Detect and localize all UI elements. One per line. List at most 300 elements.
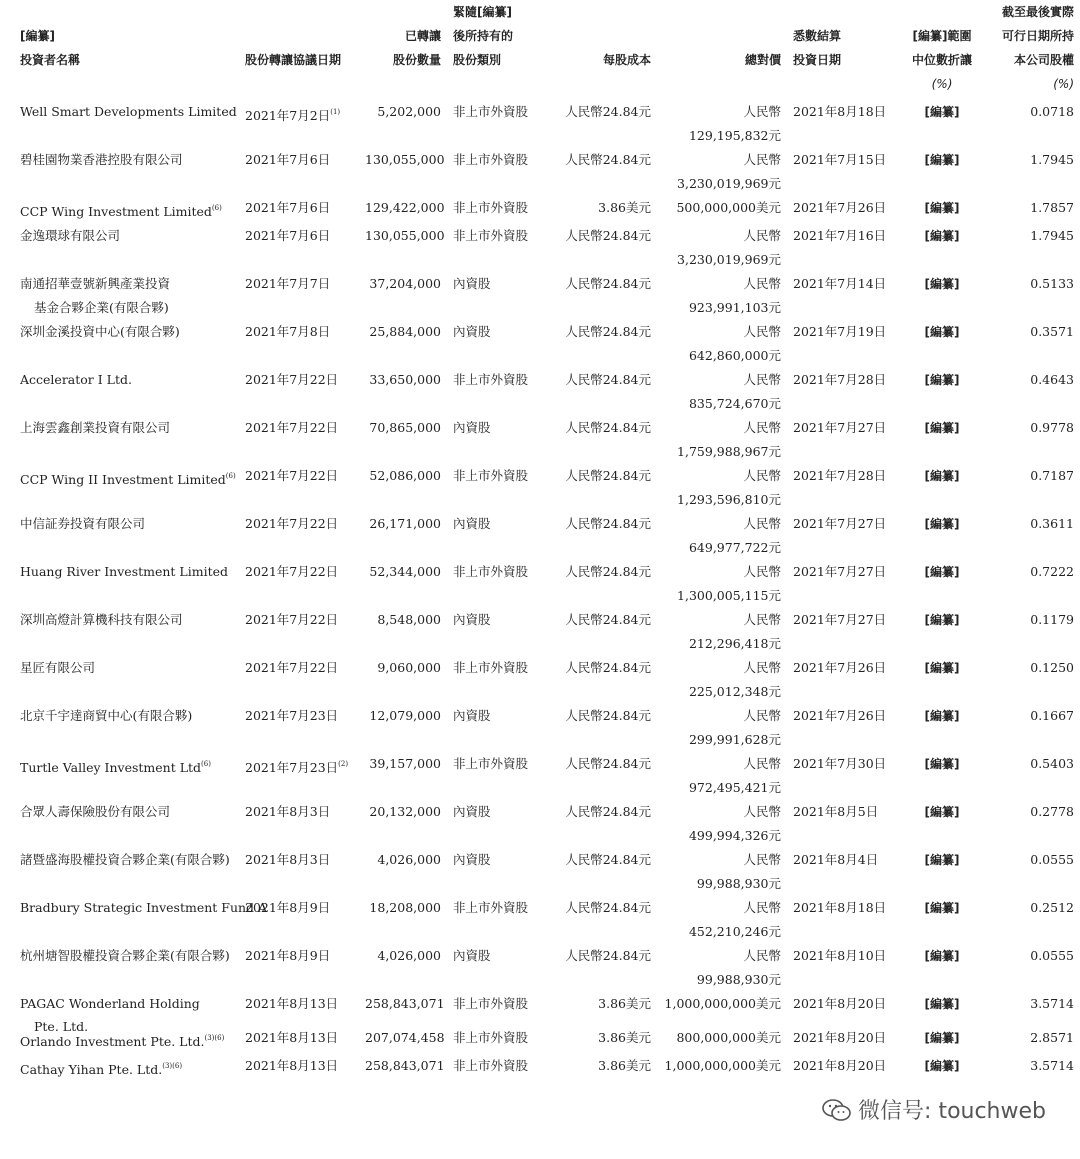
share-class: 內資股: [453, 420, 491, 435]
shareholding-pct: 0.1250: [1030, 660, 1074, 675]
redacted-discount: [編纂]: [924, 201, 960, 215]
total-consideration: [657, 1054, 787, 1082]
shares-transferred: 129,422,000: [365, 200, 445, 215]
header-line: 每股成本: [602, 53, 651, 67]
shares-transferred: 26,171,000: [369, 516, 441, 531]
settlement-date: 2021年7月27日: [793, 612, 887, 627]
investor-name: [14, 416, 239, 464]
footnote-marker: (1): [330, 108, 341, 116]
redacted-discount: [編纂]: [924, 709, 960, 723]
total-line2: 99,988,930元: [696, 972, 781, 987]
total-line1: 人民幣: [743, 756, 781, 771]
total-consideration: [657, 656, 787, 704]
cost-per-share: 人民幣24.84元: [565, 324, 651, 339]
total-line1: 1,000,000,000美元: [664, 1058, 781, 1073]
redacted-discount: [編纂]: [924, 949, 960, 963]
agreement-date: [239, 1026, 359, 1054]
settlement-date: 2021年7月28日: [793, 468, 887, 483]
cost-per-share: 3.86美元: [598, 996, 651, 1011]
investor-name-text: Turtle Valley Investment Ltd: [20, 760, 202, 775]
investor-name-text: 杭州塘智股權投資合夥企業(有限合夥): [20, 948, 230, 963]
total-line1: 人民幣: [743, 372, 781, 387]
header-agreement-date: [239, 0, 359, 100]
agreement-date-text: 2021年7月22日: [245, 564, 339, 579]
shares-transferred: 25,884,000: [369, 324, 441, 339]
share-class: 非上市外資股: [453, 996, 529, 1011]
total-line1: 人民幣: [743, 660, 781, 675]
investor-name-text: 南通招華壹號新興產業投資: [20, 276, 171, 291]
total-line2: 212,296,418元: [688, 636, 781, 651]
shareholding-pct: 3.5714: [1030, 996, 1074, 1011]
table-row: [14, 416, 1080, 464]
cost-per-share: 人民幣24.84元: [565, 564, 651, 579]
agreement-date: [239, 752, 359, 800]
table-row: [14, 704, 1080, 752]
investor-name-text: CCP Wing Investment Limited: [20, 204, 212, 219]
settlement-date: 2021年7月30日: [793, 756, 887, 771]
table-row: [14, 1026, 1080, 1054]
cost-per-share: 人民幣24.84元: [565, 612, 651, 627]
header-line: [編纂]: [20, 29, 55, 43]
share-class: 非上市外資股: [453, 660, 529, 675]
table-row: [14, 368, 1080, 416]
table-row: [14, 560, 1080, 608]
share-class: 內資股: [453, 804, 491, 819]
total-consideration: [657, 368, 787, 416]
table-row: [14, 512, 1080, 560]
total-consideration: [657, 416, 787, 464]
shares-transferred: 52,086,000: [369, 468, 441, 483]
total-line1: 人民幣: [743, 804, 781, 819]
share-class: 內資股: [453, 276, 491, 291]
total-line2: 225,012,348元: [688, 684, 781, 699]
settlement-date: 2021年7月27日: [793, 516, 887, 531]
share-class: 非上市外資股: [453, 200, 529, 215]
header-line: [編纂]範圍: [912, 29, 972, 43]
agreement-date-text: 2021年7月7日: [245, 276, 331, 291]
agreement-date-text: 2021年7月22日: [245, 516, 339, 531]
cost-per-share: 人民幣24.84元: [565, 852, 651, 867]
investor-name-text: PAGAC Wonderland Holding: [20, 996, 200, 1011]
investor-name: [14, 752, 239, 800]
header-line: 投資者名稱: [20, 53, 81, 67]
investor-name: [14, 848, 239, 896]
share-class: 非上市外資股: [453, 1058, 529, 1073]
total-consideration: [657, 800, 787, 848]
table-row: [14, 848, 1080, 896]
agreement-date-text: 2021年8月3日: [245, 804, 331, 819]
footnote-marker: (2): [338, 760, 349, 768]
total-line1: 人民幣: [743, 276, 781, 291]
investor-name: [14, 1026, 239, 1054]
header-investor-name: [14, 0, 239, 100]
cost-per-share: 人民幣24.84元: [565, 756, 651, 771]
shareholding-pct: 0.7222: [1030, 564, 1074, 579]
table-row: [14, 896, 1080, 944]
investor-name: [14, 896, 268, 944]
total-line2: 923,991,103元: [688, 300, 781, 315]
cost-per-share: 人民幣24.84元: [565, 228, 651, 243]
investor-table: [14, 0, 1080, 1082]
settlement-date: 2021年7月15日: [793, 152, 887, 167]
header-line: (%): [1053, 77, 1074, 91]
share-class: 非上市外資股: [453, 152, 529, 167]
shares-transferred: 12,079,000: [369, 708, 441, 723]
table-row: [14, 944, 1080, 992]
investor-name: [14, 704, 239, 752]
shareholding-pct: 0.3611: [1030, 516, 1074, 531]
shareholding-pct: 1.7945: [1030, 228, 1074, 243]
cost-per-share: 人民幣24.84元: [565, 516, 651, 531]
footnote-marker: (6): [211, 204, 222, 212]
redacted-discount: [編纂]: [924, 325, 960, 339]
agreement-date: [239, 1054, 359, 1082]
total-consideration: [657, 512, 787, 560]
total-line1: 人民幣: [743, 468, 781, 483]
investor-name: [14, 1054, 239, 1082]
shares-transferred: 258,843,071: [365, 1058, 445, 1073]
share-class: 非上市外資股: [453, 104, 529, 119]
settlement-date: 2021年8月20日: [793, 996, 887, 1011]
total-line2: 649,977,722元: [688, 540, 781, 555]
wechat-icon: [822, 1098, 852, 1122]
agreement-date: [239, 896, 359, 944]
settlement-date: 2021年7月16日: [793, 228, 887, 243]
total-line2: 499,994,326元: [688, 828, 781, 843]
agreement-date-text: 2021年7月2日: [245, 108, 331, 123]
shareholding-pct: 0.4643: [1030, 372, 1074, 387]
shareholding-pct: 1.7945: [1030, 152, 1074, 167]
header-cost-per-share: [557, 0, 657, 100]
header-line: (%): [931, 77, 953, 91]
shares-transferred: 130,055,000: [365, 152, 445, 167]
total-line1: 人民幣: [743, 948, 781, 963]
total-line1: 人民幣: [743, 104, 781, 119]
total-line2: 452,210,246元: [688, 924, 781, 939]
table-row: [14, 656, 1080, 704]
investor-name-text: 中信証券投資有限公司: [20, 516, 146, 531]
shares-transferred: 4,026,000: [377, 852, 441, 867]
redacted-discount: [編纂]: [924, 469, 960, 483]
agreement-date-text: 2021年7月22日: [245, 468, 339, 483]
agreement-date: [239, 272, 359, 320]
total-line1: 500,000,000美元: [676, 200, 781, 215]
total-line2: 642,860,000元: [688, 348, 781, 363]
investor-name: [14, 560, 239, 608]
investor-name-text: Orlando Investment Pte. Ltd.: [20, 1034, 205, 1049]
investor-name-text: 諸暨盛海股權投資合夥企業(有限合夥): [20, 852, 230, 867]
investor-name: [14, 196, 239, 224]
header-line: 中位數折讓: [911, 53, 972, 67]
settlement-date: 2021年7月19日: [793, 324, 887, 339]
header-line: 緊隨[編纂]: [453, 5, 512, 19]
shares-transferred: 258,843,071: [365, 996, 445, 1011]
settlement-date: 2021年7月26日: [793, 708, 887, 723]
shares-transferred: 52,344,000: [369, 564, 441, 579]
redacted-discount: [編纂]: [924, 1031, 960, 1045]
investor-name-line2: 基金合夥企業(有限合夥): [34, 300, 169, 315]
agreement-date-text: 2021年7月6日: [245, 200, 331, 215]
total-consideration: [657, 896, 787, 944]
table-row: [14, 320, 1080, 368]
investor-name-text: 深圳高燈計算機科技有限公司: [20, 612, 183, 627]
header-line: 可行日期所持: [1001, 29, 1074, 43]
total-line1: 1,000,000,000美元: [664, 996, 781, 1011]
total-consideration: [657, 464, 787, 512]
cost-per-share: 3.86美元: [598, 200, 651, 215]
agreement-date-text: 2021年8月3日: [245, 852, 331, 867]
cost-per-share: 人民幣24.84元: [565, 708, 651, 723]
agreement-date: [239, 992, 359, 1026]
agreement-date-text: 2021年7月22日: [245, 660, 339, 675]
table-row: [14, 992, 1080, 1026]
investor-name-text: CCP Wing II Investment Limited: [20, 472, 226, 487]
investor-name-text: 星匠有限公司: [20, 660, 96, 675]
settlement-date: 2021年7月27日: [793, 564, 887, 579]
investor-name: [14, 992, 239, 1034]
table-row: [14, 752, 1080, 800]
total-consideration: [657, 148, 787, 196]
total-consideration: [657, 704, 787, 752]
total-line1: 人民幣: [743, 228, 781, 243]
total-consideration: [657, 224, 787, 272]
shareholding-pct: 2.8571: [1030, 1030, 1074, 1045]
agreement-date-text: 2021年7月22日: [245, 612, 339, 627]
total-consideration: [657, 752, 787, 800]
agreement-date-text: 2021年7月22日: [245, 372, 339, 387]
redacted-discount: [編纂]: [924, 661, 960, 675]
header-shareholding-pct: [987, 0, 1080, 100]
agreement-date: [239, 944, 359, 992]
shareholding-pct: 0.2778: [1030, 804, 1074, 819]
total-line1: 人民幣: [743, 516, 781, 531]
shares-transferred: 33,650,000: [369, 372, 441, 387]
agreement-date-text: 2021年7月6日: [245, 152, 331, 167]
redacted-discount: [編纂]: [924, 229, 960, 243]
share-class: 內資股: [453, 516, 491, 531]
agreement-date-text: 2021年8月13日: [245, 1030, 339, 1045]
total-line2: 99,988,930元: [696, 876, 781, 891]
agreement-date: [239, 416, 359, 464]
investor-name: [14, 608, 239, 656]
header-line: 截至最後實際: [1001, 5, 1074, 19]
total-consideration: [657, 560, 787, 608]
total-line2: 3,230,019,969元: [677, 176, 781, 191]
header-line: 悉數結算: [793, 29, 842, 43]
total-line1: 人民幣: [743, 420, 781, 435]
investor-name: [14, 100, 239, 148]
table-row: [14, 224, 1080, 272]
investor-name: [14, 148, 239, 196]
agreement-date-text: 2021年7月23日: [245, 760, 339, 775]
investor-name-line2: Pte. Ltd.: [34, 1019, 89, 1034]
total-consideration: [657, 320, 787, 368]
total-consideration: [657, 608, 787, 656]
investor-name-text: Huang River Investment Limited: [20, 564, 229, 579]
total-line1: 人民幣: [743, 564, 781, 579]
total-consideration: [657, 992, 787, 1026]
settlement-date: 2021年8月10日: [793, 948, 887, 963]
total-line2: 299,991,628元: [688, 732, 781, 747]
shares-transferred: 39,157,000: [369, 756, 441, 771]
total-consideration: [657, 944, 787, 992]
total-consideration: [657, 196, 787, 224]
table-row: [14, 464, 1080, 512]
total-line2: 3,230,019,969元: [677, 252, 781, 267]
cost-per-share: 人民幣24.84元: [565, 420, 651, 435]
shareholding-pct: 0.0718: [1030, 104, 1074, 119]
agreement-date-text: 2021年7月8日: [245, 324, 331, 339]
agreement-date: [239, 100, 359, 148]
header-line: 後所持有的: [453, 29, 514, 43]
header-line: 股份轉讓協議日期: [245, 53, 342, 67]
shareholding-pct: 0.1179: [1030, 612, 1074, 627]
table-row: [14, 608, 1080, 656]
redacted-discount: [編纂]: [924, 373, 960, 387]
cost-per-share: 人民幣24.84元: [565, 152, 651, 167]
agreement-date: [239, 196, 359, 224]
agreement-date: [239, 560, 359, 608]
agreement-date: [239, 464, 359, 512]
investor-name-text: Bradbury Strategic Investment Fund A: [20, 900, 268, 915]
settlement-date: 2021年7月26日: [793, 660, 887, 675]
total-line1: 800,000,000美元: [676, 1030, 781, 1045]
agreement-date-text: 2021年8月13日: [245, 1058, 339, 1073]
redacted-discount: [編纂]: [924, 1059, 960, 1073]
investor-name-text: 深圳金溪投資中心(有限合夥): [20, 324, 180, 339]
agreement-date: [239, 800, 359, 848]
total-line2: 835,724,670元: [688, 396, 781, 411]
shareholding-pct: 0.1667: [1030, 708, 1074, 723]
share-class: 內資股: [453, 324, 491, 339]
total-line1: 人民幣: [743, 900, 781, 915]
investor-name-text: 合眾人壽保險股份有限公司: [20, 804, 171, 819]
total-line2: 1,759,988,967元: [677, 444, 781, 459]
share-class: 非上市外資股: [453, 468, 529, 483]
share-class: 非上市外資股: [453, 372, 529, 387]
shareholding-pct: 0.5133: [1030, 276, 1074, 291]
header-share-class: [447, 0, 557, 100]
footnote-marker: (3)(6): [204, 1034, 225, 1042]
investor-name-text: 上海雲鑫創業投資有限公司: [20, 420, 171, 435]
investor-name: [14, 512, 239, 560]
investor-name: [14, 464, 239, 512]
shares-transferred: 18,208,000: [369, 900, 441, 915]
total-line1: 人民幣: [743, 852, 781, 867]
settlement-date: 2021年7月26日: [793, 200, 887, 215]
watermark-text: 微信号: touchweb: [858, 1099, 1046, 1124]
agreement-date: [239, 224, 359, 272]
share-class: 內資股: [453, 852, 491, 867]
settlement-date: 2021年8月18日: [793, 104, 887, 119]
share-class: 非上市外資股: [453, 900, 529, 915]
settlement-date: 2021年8月20日: [793, 1058, 887, 1073]
table-row: [14, 148, 1080, 196]
shares-transferred: 4,026,000: [377, 948, 441, 963]
table-row: [14, 1054, 1080, 1082]
agreement-date-text: 2021年7月22日: [245, 420, 339, 435]
redacted-discount: [編纂]: [924, 613, 960, 627]
redacted-discount: [編纂]: [924, 565, 960, 579]
settlement-date: 2021年8月20日: [793, 1030, 887, 1045]
total-line2: 1,293,596,810元: [677, 492, 781, 507]
header-line: 總對價: [744, 53, 781, 67]
redacted-discount: [編纂]: [924, 421, 960, 435]
header-shares-transferred: [359, 0, 447, 100]
agreement-date: [239, 368, 359, 416]
settlement-date: 2021年8月4日: [793, 852, 879, 867]
shareholding-pct: 0.3571: [1030, 324, 1074, 339]
shareholding-pct: 0.7187: [1030, 468, 1074, 483]
redacted-discount: [編纂]: [924, 853, 960, 867]
settlement-date: 2021年7月14日: [793, 276, 887, 291]
header-line: 已轉讓: [404, 29, 441, 43]
agreement-date: [239, 148, 359, 196]
investor-name-text: 北京千宇達商貿中心(有限合夥): [20, 708, 193, 723]
footnote-marker: (3)(6): [162, 1062, 183, 1070]
cost-per-share: 人民幣24.84元: [565, 900, 651, 915]
investor-name-text: Well Smart Developments Limited: [20, 104, 237, 119]
table-row: [14, 272, 1080, 320]
investor-name: [14, 944, 239, 992]
shares-transferred: 9,060,000: [377, 660, 441, 675]
share-class: 非上市外資股: [453, 564, 529, 579]
agreement-date: [239, 320, 359, 368]
redacted-discount: [編纂]: [924, 105, 960, 119]
agreement-date: [239, 608, 359, 656]
shareholding-pct: 3.5714: [1030, 1058, 1074, 1073]
shareholding-pct: 0.0555: [1030, 948, 1074, 963]
total-line2: 129,195,832元: [688, 128, 781, 143]
cost-per-share: 人民幣24.84元: [565, 660, 651, 675]
investor-name: [14, 800, 239, 848]
agreement-date: [239, 512, 359, 560]
investor-name: [14, 368, 239, 416]
shares-transferred: 20,132,000: [369, 804, 441, 819]
redacted-discount: [編纂]: [924, 277, 960, 291]
total-line1: 人民幣: [743, 708, 781, 723]
share-class: 內資股: [453, 612, 491, 627]
total-line1: 人民幣: [743, 152, 781, 167]
cost-per-share: 人民幣24.84元: [565, 468, 651, 483]
total-line2: 972,495,421元: [688, 780, 781, 795]
agreement-date: [239, 848, 359, 896]
investor-name: [14, 272, 239, 320]
header-discount: [897, 0, 987, 100]
total-consideration: [657, 848, 787, 896]
share-class: 內資股: [453, 708, 491, 723]
shareholding-pct: 0.2512: [1030, 900, 1074, 915]
investor-name: [14, 320, 239, 368]
total-consideration: [657, 1026, 787, 1054]
total-line1: 人民幣: [743, 324, 781, 339]
shareholding-pct: 0.5403: [1030, 756, 1074, 771]
redacted-discount: [編纂]: [924, 805, 960, 819]
cost-per-share: 3.86美元: [598, 1030, 651, 1045]
shares-transferred: 207,074,458: [365, 1030, 445, 1045]
investor-name-text: 金逸環球有限公司: [20, 228, 121, 243]
cost-per-share: 人民幣24.84元: [565, 804, 651, 819]
header-line: 本公司股權: [1013, 53, 1074, 67]
shares-transferred: 37,204,000: [369, 276, 441, 291]
header-row: [14, 0, 1080, 100]
shareholding-pct: 0.0555: [1030, 852, 1074, 867]
agreement-date-text: 2021年8月9日: [245, 948, 331, 963]
shares-transferred: 70,865,000: [369, 420, 441, 435]
agreement-date-text: 2021年7月23日: [245, 708, 339, 723]
cost-per-share: 人民幣24.84元: [565, 948, 651, 963]
share-class: 內資股: [453, 948, 491, 963]
